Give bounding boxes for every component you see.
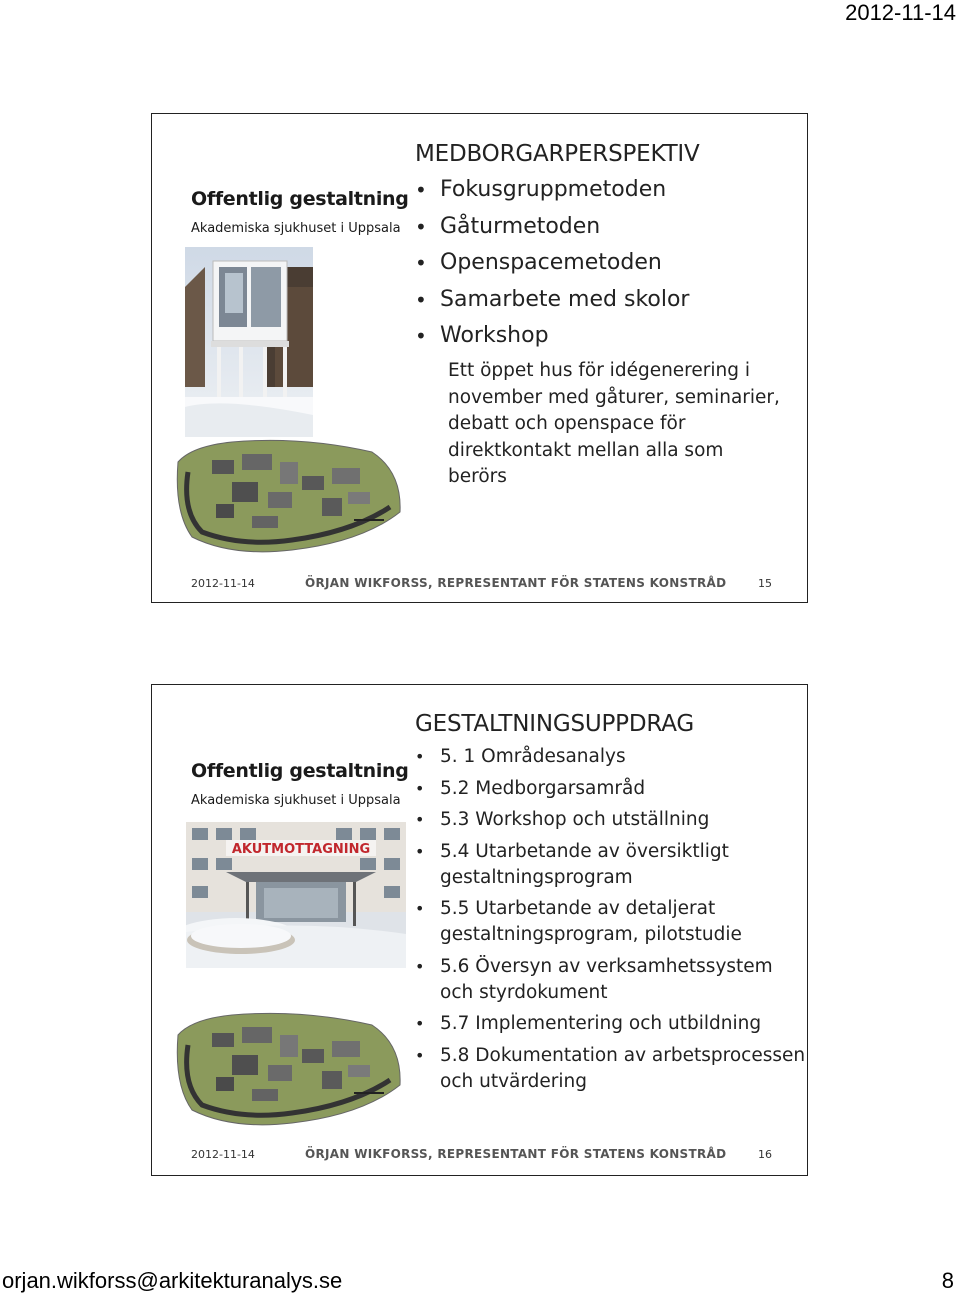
side-subtitle: Akademiska sjukhuset i Uppsala (191, 221, 401, 236)
side-title: Offentlig gestaltning (191, 188, 409, 210)
list-item: • 5. 1 Områdesanalys (415, 744, 807, 770)
list-item: • Openspacemetoden (415, 245, 689, 282)
page-number: 8 (941, 1268, 954, 1293)
list-item: • 5.8 Dokumentation av arbetsprocessen och utvärdering (415, 1043, 807, 1095)
page-date: 2012-11-14 (845, 0, 956, 25)
bullet-list (415, 172, 689, 355)
author-email: orjan.wikforss@arkitekturanalys.se (2, 1268, 343, 1293)
side-subtitle: Akademiska sjukhuset i Uppsala (191, 793, 401, 808)
building-photo (185, 247, 313, 437)
slide-16 (151, 684, 808, 1176)
slide-heading: GESTALTNINGSUPPDRAG (415, 711, 694, 737)
list-item: • Gåturmetoden (415, 209, 689, 246)
akutmottagning-sign: AKUTMOTTAGNING (231, 842, 371, 857)
slide-number: 16 (758, 1148, 772, 1161)
list-item: • 5.6 Översyn av verksamhetssystem och styrdokument (415, 954, 807, 1006)
workshop-description: Ett öppet hus för idégenerering i november med gåturer, seminarier, debatt och openspace för direktkontakt mellan alla som berörs (448, 360, 780, 487)
list-item: • 5.4 Utarbetande av översiktligt gestaltningsprogram (415, 839, 807, 891)
slide-number: 15 (758, 577, 772, 590)
slide-15 (151, 113, 808, 603)
side-title: Offentlig gestaltning (191, 760, 409, 782)
site-map (172, 432, 404, 557)
list-item: • 5.7 Implementering och utbildning (415, 1011, 807, 1037)
entrance-photo (186, 822, 406, 968)
footer-date: 2012-11-14 (191, 577, 255, 590)
list-item: • 5.2 Medborgarsamråd (415, 776, 807, 802)
footer-author: ÖRJAN WIKFORSS, REPRESENTANT FÖR STATENS KONSTRÅD (305, 576, 727, 590)
list-item: • Fokusgruppmetoden (415, 172, 689, 209)
list-item: • 5.5 Utarbetande av detaljerat gestaltningsprogram, pilotstudie (415, 896, 807, 948)
list-item: • Samarbete med skolor (415, 282, 689, 319)
site-map (172, 1005, 404, 1130)
footer-date: 2012-11-14 (191, 1148, 255, 1161)
footer-author: ÖRJAN WIKFORSS, REPRESENTANT FÖR STATENS KONSTRÅD (305, 1147, 727, 1161)
list-item: • 5.3 Workshop och utställning (415, 807, 807, 833)
bullet-list (415, 744, 807, 1100)
slide-heading: MEDBORGARPERSPEKTIV (415, 141, 700, 167)
list-item: • Workshop (415, 318, 689, 355)
